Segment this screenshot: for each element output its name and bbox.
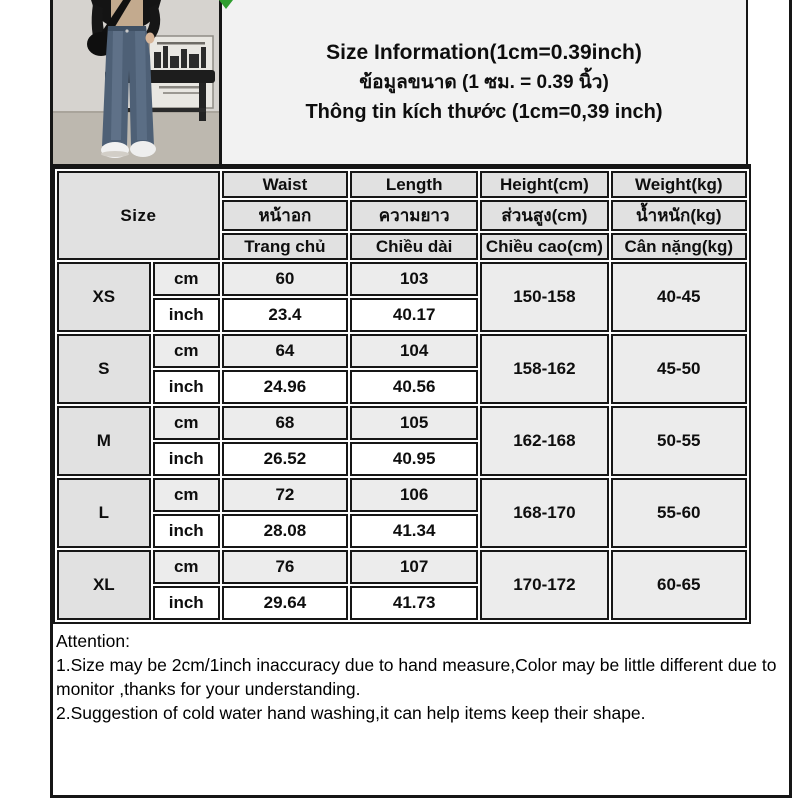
weight-range: 50-55: [611, 406, 747, 476]
top-section: [53, 0, 751, 167]
waist-cm: 68: [222, 406, 348, 440]
green-corner-marker-icon: [219, 0, 233, 9]
waist-cm: 64: [222, 334, 348, 368]
header-length-th: ความยาว: [350, 200, 478, 231]
weight-range: 45-50: [611, 334, 747, 404]
unit-cell: inch: [153, 514, 220, 548]
size-header-cell: Size: [57, 171, 220, 260]
unit-cell: cm: [153, 262, 220, 296]
jeans-wash-left: [111, 30, 123, 140]
header-row-english: [57, 171, 747, 198]
outer-frame: [50, 0, 792, 798]
product-photo-illustration: [53, 0, 219, 164]
length-cm: 107: [350, 550, 478, 584]
shoe-shadow: [101, 151, 129, 157]
weight-range: 40-45: [611, 262, 747, 332]
weight-range: 60-65: [611, 550, 747, 620]
waist-inch: 24.96: [222, 370, 348, 404]
header-weight-en: Weight(kg): [611, 171, 747, 198]
length-inch: 40.95: [350, 442, 478, 476]
size-label-xl: XL: [57, 550, 151, 620]
length-inch: 41.73: [350, 586, 478, 620]
unit-cell: inch: [153, 370, 220, 404]
header-waist-th: หน้าอก: [222, 200, 348, 231]
size-table: [53, 167, 751, 624]
height-range: 150-158: [480, 262, 608, 332]
length-cm: 106: [350, 478, 478, 512]
height-range: 162-168: [480, 406, 608, 476]
attention-section: [53, 624, 789, 725]
header-height-en: Height(cm): [480, 171, 608, 198]
length-cm: 103: [350, 262, 478, 296]
header-length-en: Length: [350, 171, 478, 198]
length-cm: 104: [350, 334, 478, 368]
waist-cm: 76: [222, 550, 348, 584]
size-label-l: L: [57, 478, 151, 548]
waist-inch: 29.64: [222, 586, 348, 620]
size-label-m: M: [57, 406, 151, 476]
unit-cell: cm: [153, 334, 220, 368]
height-range: 170-172: [480, 550, 608, 620]
title-vietnamese: Thông tin kích thước (1cm=0,39 inch): [305, 100, 663, 123]
table-row: [57, 262, 747, 296]
weight-range: 55-60: [611, 478, 747, 548]
waist-cm: 72: [222, 478, 348, 512]
attention-item-1: 1.Size may be 2cm/1inch inaccuracy due to hand measure,Color may be little different due to monitor ,thanks for your understanding.: [56, 655, 777, 699]
jeans-wash-right: [135, 30, 147, 140]
header-height-th: ส่วนสูง(cm): [480, 200, 608, 231]
unit-cell: cm: [153, 550, 220, 584]
table-row: [57, 478, 747, 512]
unit-cell: inch: [153, 298, 220, 332]
length-cm: 105: [350, 406, 478, 440]
header-weight-vi: Cân nặng(kg): [611, 233, 747, 260]
size-label-s: S: [57, 334, 151, 404]
waist-cm: 60: [222, 262, 348, 296]
attention-heading: Attention:: [56, 631, 130, 651]
attention-item-2: 2.Suggestion of cold water hand washing,it can help items keep their shape.: [56, 703, 646, 723]
length-inch: 40.17: [350, 298, 478, 332]
waist-inch: 26.52: [222, 442, 348, 476]
unit-cell: cm: [153, 478, 220, 512]
length-inch: 40.56: [350, 370, 478, 404]
waist-inch: 23.4: [222, 298, 348, 332]
size-label-xs: XS: [57, 262, 151, 332]
unit-cell: inch: [153, 586, 220, 620]
right-shoe: [130, 141, 156, 157]
unit-cell: cm: [153, 406, 220, 440]
length-inch: 41.34: [350, 514, 478, 548]
hand: [146, 33, 155, 44]
jeans-button: [125, 29, 128, 32]
top-right-gutter: [748, 0, 751, 164]
header-weight-th: น้ำหนัก(kg): [611, 200, 747, 231]
unit-cell: inch: [153, 442, 220, 476]
header-height-vi: Chiều cao(cm): [480, 233, 608, 260]
header-waist-vi: Trang chủ: [222, 233, 348, 260]
header-waist-en: Waist: [222, 171, 348, 198]
table-row: [57, 406, 747, 440]
waist-inch: 28.08: [222, 514, 348, 548]
product-photo: [53, 0, 222, 164]
height-range: 158-162: [480, 334, 608, 404]
height-range: 168-170: [480, 478, 608, 548]
title-thai: ข้อมูลขนาด (1 ซม. = 0.39 นิ้ว): [359, 71, 609, 93]
header-length-vi: Chiều dài: [350, 233, 478, 260]
title-block: [222, 0, 748, 164]
title-english: Size Information(1cm=0.39inch): [326, 40, 642, 64]
table-row: [57, 550, 747, 584]
table-row: [57, 334, 747, 368]
